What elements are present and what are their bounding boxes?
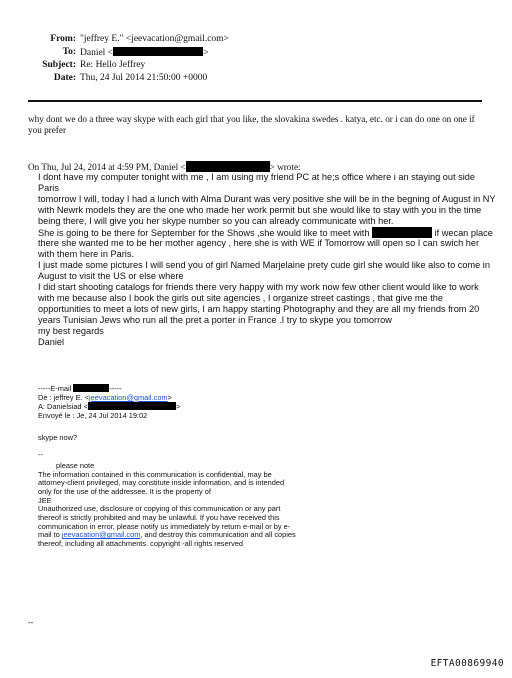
to-value-suffix: >: [203, 48, 209, 58]
quote-intro-prefix: On Thu, Jul 24, 2014 at 4:59 PM, Daniel <: [28, 162, 186, 172]
forward-a-prefix: A: Danielsiad <: [38, 402, 88, 412]
quoted-line-prefix: She is going to be there for September for the Shows ,she would like to meet with: [38, 227, 370, 238]
quote-intro-suffix: > wrote:: [269, 162, 301, 172]
redaction-bar: [186, 161, 270, 172]
disclaimer-paragraph: The information contained in this communication is confidential, may be attorney-client privileged, may constitute inside information, and is intended only for the use of the addressee. It is the property of: [38, 469, 285, 496]
disclaimer-jee: JEE: [38, 495, 52, 505]
disclaimer-note: please note: [56, 461, 95, 470]
disclaimer-p2-prefix: Unauthorized use, disclosure or copying of this communication or any part thereof is strictly prohibited and may be unlawful. If you have received this communication in error, please notify us immediately by return e-mail or by e-mail to: [38, 504, 291, 540]
skype-now-text: skype now?: [38, 433, 78, 442]
legal-disclaimer: [38, 462, 298, 549]
date-value: Thu, 24 Jul 2014 21:50:00 +0000: [80, 73, 208, 83]
from-value: "jeffrey E." <jeevacation@gmail.com>: [80, 34, 229, 44]
quoted-line: I did start shooting catalogs for friends there very happy with my work now few other client would like to work with me because also I book the girls out site agencies , I organize street castings , that give me the opportunities to meet a lots of new girls, I am happy starting Photography and they are all my friends from 20 years Tunisian Jews who run all the pret a porter in France .I try to skype you tomorrow: [38, 282, 480, 325]
forward-de: [38, 394, 180, 403]
redaction-bar: [372, 227, 432, 238]
forwarded-header: [38, 384, 180, 421]
email-body: why dont we do a three way skype with each girl that you like, the slovakina swedes . katya, etc. or i can do one on one if you prefer: [28, 114, 475, 135]
redaction-bar: [113, 47, 203, 56]
to-label: To:: [62, 47, 76, 57]
quoted-line-suffix: if wecan place there she wanted me to be her mother agency , here she is with WE if Tomorrow will open so I can swich her with them here in Paris.: [38, 227, 493, 260]
forward-de-suffix: >: [167, 392, 172, 402]
subject-label: Subject:: [42, 60, 76, 70]
quoted-line: tomorrow I will, today I had a lunch with Alma Durant was very positive she will be in the begning of August in NY with Newrk models they are the one who made her work permit but she would like to stay with you in the time being there, I will give you her skype number so you can already communicate with her.: [38, 193, 496, 226]
disclaimer-p2-suffix: , and destroy this communication and all copies thereof, including all attachments. copyright -all rights reserved: [38, 530, 296, 548]
forward-envoye: Envoyé le : Je, 24 Jul 2014 19:02: [38, 411, 148, 421]
quoted-line: I dont have my computer tonight with me , I am using my friend PC at he;s office where i an staying out side Paris: [38, 172, 475, 193]
from-label: From:: [50, 34, 76, 44]
forward-de-prefix: De : jeffrey E. <: [38, 392, 90, 402]
date-label: Date:: [53, 73, 76, 83]
quote-intro: [28, 161, 301, 172]
disclaimer-email-link[interactable]: jeevacation@gmail.com: [61, 530, 141, 540]
quoted-line: I just made some pictures I will send you of girl Named Marjelaine prety cude girl she would like also to come in August to visit the US or else where: [38, 260, 490, 282]
quoted-line: my best regards: [38, 325, 104, 336]
quoted-line: [38, 227, 496, 261]
to-value-prefix: Daniel <: [80, 48, 114, 58]
bottom-separator: --: [28, 618, 34, 627]
subject-value: Re: Hello Jeffrey: [80, 60, 146, 70]
header-divider: [28, 100, 482, 102]
redaction-bar: [73, 384, 109, 392]
disclaimer-paragraph: [38, 505, 298, 548]
quoted-message: [38, 172, 496, 348]
redaction-bar: [88, 402, 176, 410]
quoted-line: Daniel: [38, 336, 65, 347]
to-value: [80, 47, 208, 58]
forward-email-label-prefix: -----E-mail: [38, 384, 72, 393]
jeevacation-link[interactable]: jeevacation@gmail.com: [89, 392, 168, 402]
document-id: EFTA00869940: [430, 658, 504, 669]
forward-a-suffix: >: [175, 402, 181, 412]
forward-email-label-suffix: -----: [109, 384, 122, 393]
signature-separator: --: [38, 450, 43, 459]
